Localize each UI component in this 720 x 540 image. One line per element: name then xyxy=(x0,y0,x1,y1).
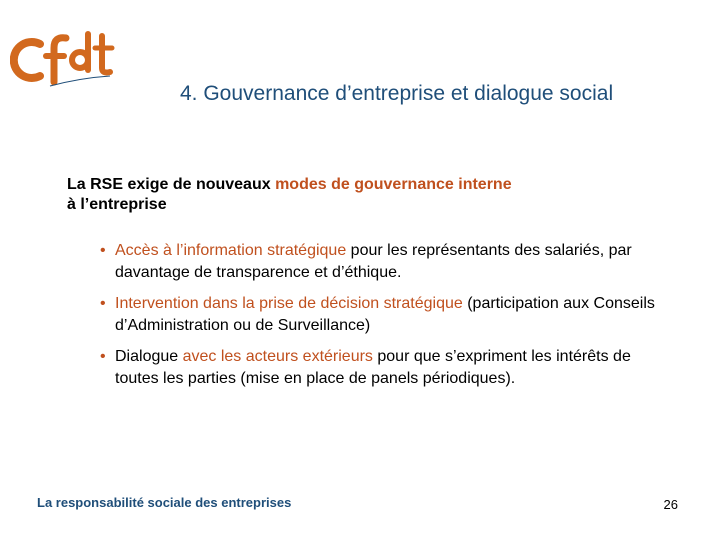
bullet-accent: avec les acteurs extérieurs xyxy=(182,348,373,365)
bullet-item xyxy=(100,293,660,337)
page-number: 26 xyxy=(663,497,678,512)
bullet-text: pour les représentants des salariés, par davantage de transparence et d’éthique. xyxy=(115,242,632,281)
intro-part1: La RSE exige de nouveaux xyxy=(67,176,276,193)
intro-part2: à l’entreprise xyxy=(67,196,167,213)
bullet-accent: Accès à l’information stratégique xyxy=(115,242,347,259)
intro-text xyxy=(67,175,627,215)
intro-accent: modes de gouvernance interne xyxy=(275,176,512,193)
bullet-list xyxy=(100,240,660,399)
bullet-item xyxy=(100,346,660,390)
slide-title: 4. Gouvernance d’entreprise et dialogue social xyxy=(180,82,614,105)
bullet-dot-icon: • xyxy=(100,348,106,365)
bullet-dot-icon: • xyxy=(100,242,106,259)
bullet-dot-icon: • xyxy=(100,295,106,312)
footer-title: La responsabilité sociale des entreprises xyxy=(37,495,292,510)
bullet-item xyxy=(100,240,660,284)
bullet-text: (participation aux Conseils d’Administration ou de Surveillance) xyxy=(115,295,655,334)
cfdt-logo xyxy=(10,20,120,95)
bullet-prefix: Dialogue xyxy=(115,348,183,365)
cfdt-logo-graphic xyxy=(10,20,120,95)
bullet-text: pour que s’expriment les intérêts de toutes les parties (mise en place de panels périodiques). xyxy=(115,348,631,387)
bullet-accent: Intervention dans la prise de décision stratégique xyxy=(115,295,463,312)
